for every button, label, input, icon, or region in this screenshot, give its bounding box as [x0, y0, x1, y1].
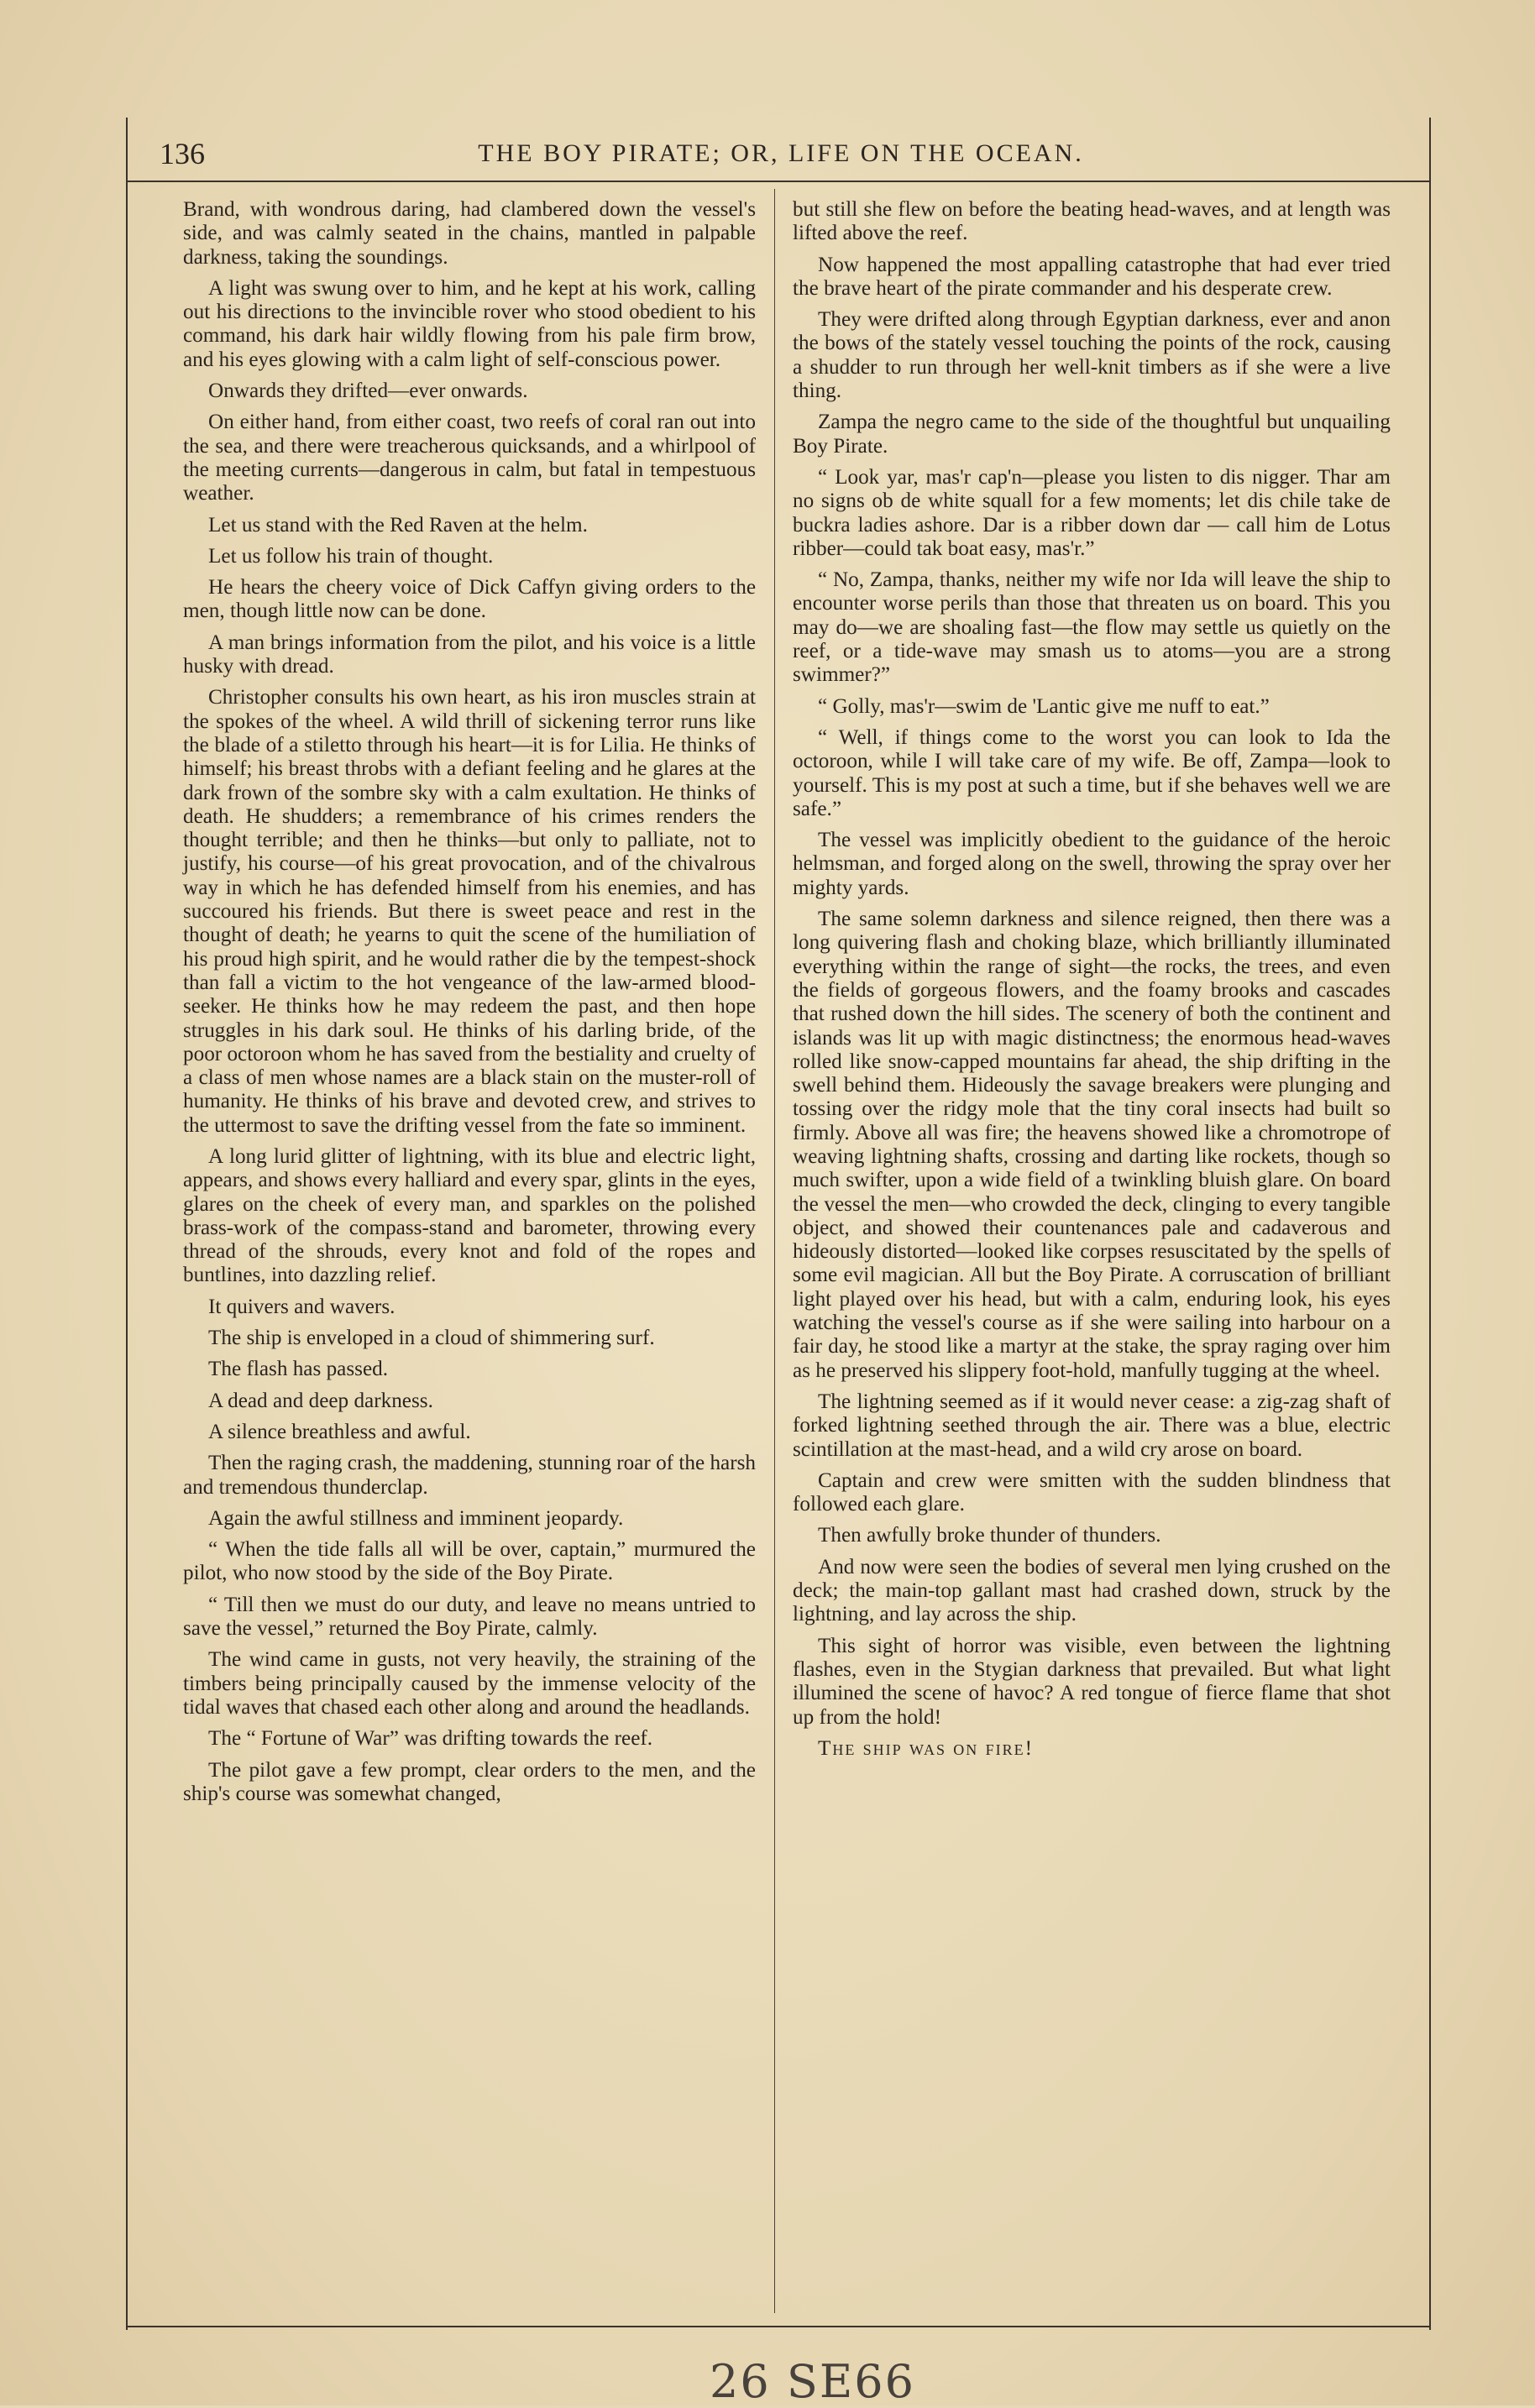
paragraph: A dead and deep darkness.: [208, 1389, 433, 1412]
paragraph: “ When the tide falls all will be over, captain,” murmured the pilot, who now stood by the side of the Boy Pirate.: [183, 1538, 756, 1585]
paragraph: Then the raging crash, the maddening, stunning roar of the harsh and tremendous thunderclap.: [183, 1452, 756, 1499]
paragraph: Let us follow his train of thought.: [208, 544, 494, 568]
page-number: 136: [160, 137, 205, 170]
paragraph: The pilot gave a few prompt, clear orders to the men, and the ship's course was somewhat changed,: [183, 1758, 756, 1805]
running-title: THE BOY PIRATE; OR, LIFE ON THE OCEAN.: [478, 139, 1084, 167]
paragraph: A man brings information from the pilot, and his voice is a little husky with dread.: [183, 631, 756, 678]
paragraph: Then awfully broke thunder of thunders.: [818, 1524, 1161, 1547]
paragraph: The wind came in gusts, not very heavily, the straining of the timbers being principally caused by the immense velocity of the tidal waves that chased each other along and around the headlands.: [183, 1648, 756, 1719]
running-header: [160, 134, 1402, 171]
paragraph: “ Well, if things come to the worst you can look to Ida the octoroon, while I will take care of my wife. Be off, Zampa—look to yourself. This is my post at such a time, but if she behaves well we are safe.”: [793, 725, 1391, 820]
closing-line: The ship was on fire!: [818, 1736, 1034, 1760]
paragraph: He hears the cheery voice of Dick Caffyn giving orders to the men, though little now can be done.: [183, 576, 756, 623]
paragraph: They were drifted along through Egyptian darkness, ever and anon the bows of the stately vessel touching the points of the rock, causing a shudder to run through her well-knit timbers as if she were a live thing.: [793, 308, 1391, 403]
left-column: [183, 198, 756, 1814]
paragraph: The flash has passed.: [208, 1358, 389, 1381]
paragraph: Let us stand with the Red Raven at the helm.: [208, 513, 588, 537]
paragraph: The same solemn darkness and silence reigned, then there was a long quivering flash and choking blaze, which brilliantly illuminated everything within the range of sight—the rocks, the trees, and even the fields of gorgeous flowers, and the foamy brooks and cascades that rushed down the hill sides. The scenery of both the continent and islands was lit up with magic distinctness; the enormous head-waves rolled like snow-capped mountains far ahead, the ship drifting in the swell behind them. Hideously the savage breakers were plunging and tossing over the ridgy mole that the tiny coral insects had built so firmly. Above all was fire; the heavens showed like a chromotrope of weaving lightning shafts, crossing and darting like rockets, though so much swifter, upon a wide field of a twinkling bluish glare. On board the vessel the men—who crowded the deck, clinging to every tangible object, and showed their countenances pale and cadaverous and hideously distorted—looked like corpses resuscitated by the spells of some evil magician. All but the Boy Pirate. A corruscation of brilliant light played over his head, but with a calm, enduring look, his eyes watching the vessel's course as if she were sailing into harbour on a fair day, he stood like a martyr at the stake, the spray raging over him as he preserved his slippery foot-hold, manfully tugging at the wheel.: [793, 908, 1391, 1382]
paragraph: Captain and crew were smitten with the sudden blindness that followed each glare.: [793, 1468, 1391, 1516]
paragraph: “ Look yar, mas'r cap'n—please you listen to dis nigger. Thar am no signs ob de white squall for a few moments; let dis chile take de buckra ladies ashore. Dar is a ribber down dar — call him de Lotus ribber—could tak boat easy, mas'r.”: [793, 465, 1391, 560]
header-rule: [126, 181, 1429, 182]
paragraph: This sight of horror was visible, even between the lightning flashes, even in the Stygian darkness that prevailed. But what light illumined the scene of havoc? A red tongue of fierce flame that shot up from the hold!: [793, 1634, 1391, 1729]
paragraph: Onwards they drifted—ever onwards.: [208, 380, 528, 403]
paragraph: Brand, with wondrous daring, had clambered down the vessel's side, and was calmly seated in the chains, mantled in palpable darkness, taking the soundings.: [183, 198, 756, 269]
paragraph: Again the awful stillness and imminent jeopardy.: [208, 1506, 624, 1530]
paragraph: but still she flew on before the beating head-waves, and at length was lifted above the reef.: [793, 198, 1391, 245]
paragraph: And now were seen the bodies of several men lying crushed on the deck; the main-top gallant mast had crashed down, struck by the lightning, and lay across the ship.: [793, 1555, 1391, 1626]
paragraph: The “ Fortune of War” was drifting towards the reef.: [208, 1727, 653, 1751]
paragraph: The vessel was implicitly obedient to the guidance of the heroic helmsman, and forged along on the swell, throwing the spray over her mighty yards.: [793, 829, 1391, 899]
paragraph: Now happened the most appalling catastrophe that had ever tried the brave heart of the pirate commander and his desperate crew.: [793, 253, 1391, 300]
paragraph: Zampa the negro came to the side of the thoughtful but unquailing Boy Pirate.: [793, 411, 1391, 458]
paragraph: “ No, Zampa, thanks, neither my wife nor Ida will leave the ship to encounter worse perils than those that threaten us on board. This you may do—we are shoaling fast—the flow may settle us quietly on the reef, or a tide-wave may smash us to atoms—you are a strong swimmer?”: [793, 568, 1391, 687]
column-divider: [774, 189, 775, 2313]
paragraph: A long lurid glitter of lightning, with its blue and electric light, appears, and shows every halliard and every spar, glints in the eyes, glares on the cheek of every man, and sparkles on the polished brass-work of the compass-stand and barometer, throwing every thread of the shrouds, every knot and fold of the ropes and buntlines, into dazzling relief.: [183, 1144, 756, 1287]
paragraph: “ Till then we must do our duty, and leave no means untried to save the vessel,” returned the Boy Pirate, calmly.: [183, 1593, 756, 1641]
paragraph: The lightning seemed as if it would never cease: a zig-zag shaft of forked lightning seethed through the air. There was a blue, electric scintillation at the mast-head, and a wild cry arose on board.: [793, 1390, 1391, 1461]
library-stamp: 26 SE66: [710, 2355, 916, 2408]
paragraph: Christopher consults his own heart, as his iron muscles strain at the spokes of the wheel. A wild thrill of sickening terror runs like the blade of a stiletto through his heart—it is for Lilia. He thinks of himself; his breast throbs with a defiant feeling and he glares at the dark frown of the sombre sky with a calm exultation. He thinks of death. He shudders; a remembrance of his crimes renders the thought terrible; and then he thinks—but only to palliate, not to justify, his course—of his great provocation, and of the chivalrous way in which he has defended himself from his enemies, and has succoured his friends. But there is sweet peace and rest in the thought of death; he yearns to quit the scene of the humiliation of his proud high spirit, and he would rather die by the tempest-shock than fall a victim to the hot vengeance of the law-armed blood-seeker. He thinks how he may redeem the past, and then hope struggles in his dark soul. He thinks of his darling bride, of the poor octoroon whom he has saved from the bestiality and cruelty of a class of men whose names are a black stain on the muster-roll of humanity. He thinks of his brave and devoted crew, and strives to the uttermost to save the drifting vessel from the fate so imminent.: [183, 686, 756, 1137]
paragraph: It quivers and wavers.: [208, 1295, 396, 1318]
paragraph: A light was swung over to him, and he kept at his work, calling out his directions to the invincible rover who stood obedient to his command, his dark hair wildly flowing from his pale firm brow, and his eyes glowing with a calm light of self-conscious power.: [183, 276, 756, 371]
right-column: [793, 198, 1391, 1768]
paragraph: A silence breathless and awful.: [208, 1420, 471, 1443]
paragraph: The ship is enveloped in a cloud of shimmering surf.: [208, 1327, 655, 1350]
paragraph: On either hand, from either coast, two reefs of coral ran out into the sea, and there were treacherous quicksands, and a whirlpool of the meeting currents—dangerous in calm, but fatal in tempestuous weather.: [183, 411, 756, 505]
footer-rule: [126, 2326, 1429, 2327]
paragraph: “ Golly, mas'r—swim de 'Lantic give me nuff to eat.”: [818, 694, 1270, 718]
